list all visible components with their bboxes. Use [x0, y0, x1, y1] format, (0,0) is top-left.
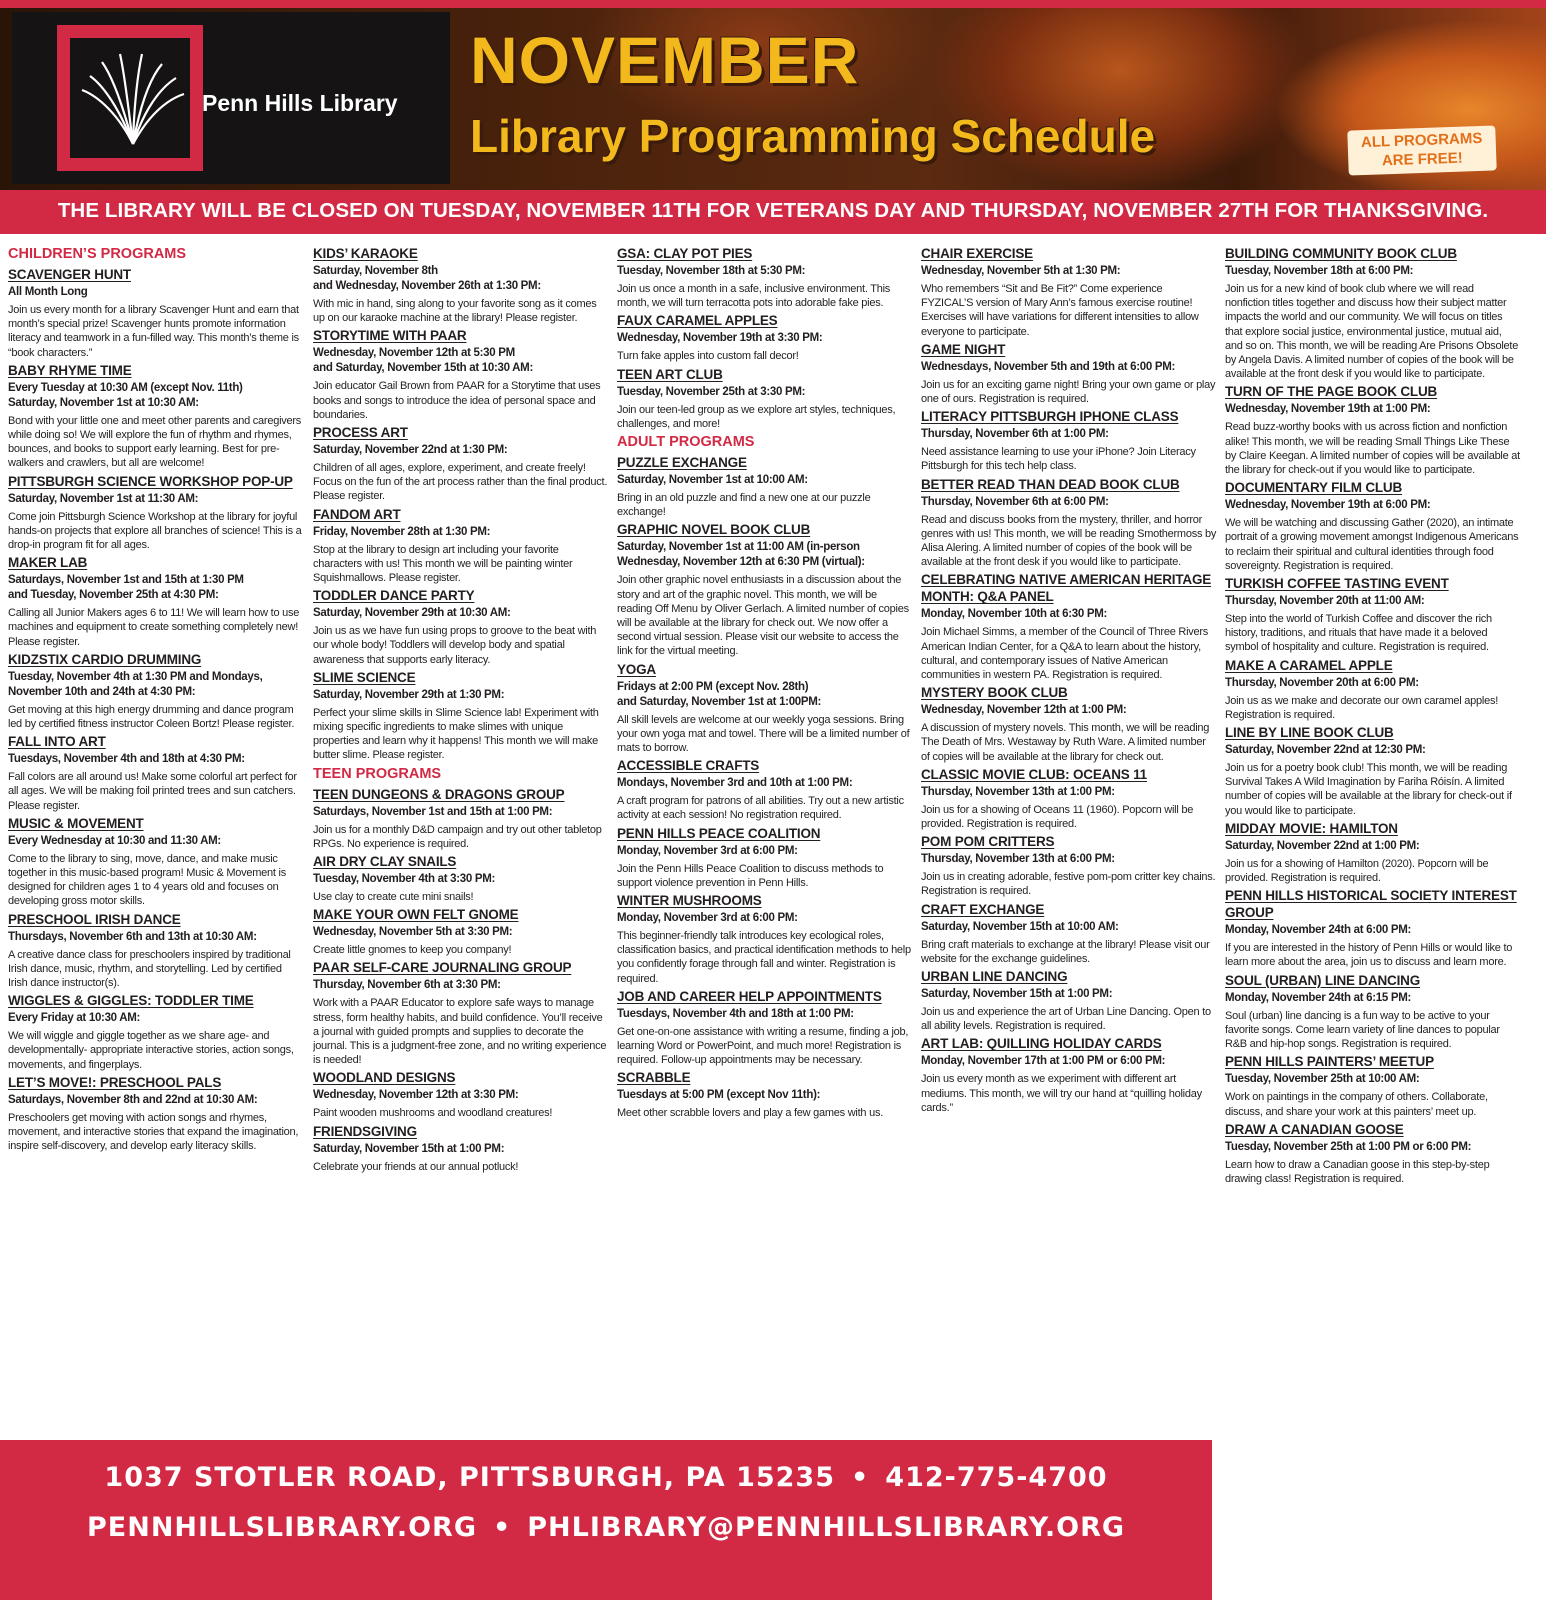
- program-title: FALL INTO ART: [8, 734, 106, 750]
- program-title: MAKE A CARAMEL APPLE: [1225, 657, 1393, 673]
- program-entry: [921, 408, 1217, 473]
- program-entry: [313, 853, 609, 904]
- program-description: Step into the world of Turkish Coffee and discover the rich history, traditions, and rituals that have made it a beloved symbol of hospitality and culture. Registration is required.: [1225, 613, 1492, 654]
- program-title: KIDZSTIX CARDIO DRUMMING: [8, 651, 202, 667]
- program-title: LET’S MOVE!: PRESCHOOL PALS: [8, 1074, 222, 1090]
- program-title: JOB AND CAREER HELP APPOINTMENTS: [617, 988, 882, 1004]
- program-title: MAKER LAB: [8, 555, 88, 571]
- program-schedule: Thursday, November 20th at 6:00 PM:: [1225, 676, 1419, 689]
- program-entry: [313, 786, 609, 851]
- program-title: TURN OF THE PAGE BOOK CLUB: [1225, 384, 1438, 400]
- program-entry: [1225, 1053, 1521, 1118]
- program-title: FRIENDSGIVING: [313, 1123, 417, 1139]
- program-entry: [617, 312, 913, 363]
- program-schedule: and Tuesday, November 25th at 4:30 PM:: [8, 589, 219, 602]
- program-title: BUILDING COMMUNITY BOOK CLUB: [1225, 246, 1457, 261]
- program-schedule: Wednesday, November 12th at 5:30 PM: [313, 347, 515, 360]
- program-title: ART LAB: QUILLING HOLIDAY CARDS: [921, 1036, 1162, 1052]
- program-description: Preschoolers get moving with action songs and rhymes, movement, and interactive stories that expand the imagination, inspire self-discovery, and develop early literacy skills.: [8, 1111, 299, 1153]
- program-title: GRAPHIC NOVEL BOOK CLUB: [617, 522, 811, 538]
- program-title: SLIME SCIENCE: [313, 669, 416, 685]
- program-description: A creative dance class for preschoolers inspired by traditional Irish dance, music, rhythm, and storytelling. Led by certified Irish dance instructor(s).: [8, 948, 291, 990]
- program-title: WOODLAND DESIGNS: [313, 1070, 456, 1086]
- program-schedule: Tuesdays, November 4th and 18th at 1:00 PM:: [617, 1007, 854, 1020]
- program-schedule: Tuesdays, November 4th and 18th at 4:30 PM:: [8, 753, 245, 766]
- program-entry: [1225, 887, 1521, 969]
- badge-line-2: ARE FREE!: [1381, 149, 1464, 170]
- program-description: Bond with your little one and meet other parents and caregivers while doing so! We will explore the fun of rhythm and rhymes, bounces, and books to support early learning. Best for pre-walkers and crawlers, but all are welcome!: [8, 414, 302, 470]
- program-description: Join us for a showing of Oceans 11 (1960). Popcorn will be provided. Registration is required.: [921, 803, 1194, 831]
- program-entry: [8, 733, 304, 813]
- schedule-column-2: [313, 243, 609, 1443]
- program-description: Turn fake apples into custom fall decor!: [617, 350, 799, 363]
- program-entry: [617, 661, 913, 756]
- closure-notice-text: THE LIBRARY WILL BE CLOSED ON TUESDAY, NOVEMBER 11TH FOR VETERANS DAY AND THURSDAY, NOVEMBER 27TH FOR THANKSGIVING.: [57, 199, 1489, 222]
- program-description: Join us as we have fun using props to groove to the beat with our whole body! Toddlers will develop body and spatial awareness that supports early literacy.: [313, 625, 597, 666]
- program-schedule: Tuesday, November 4th at 1:30 PM and Mondays, November 10th and 24th at 4:30 PM:: [8, 670, 263, 698]
- program-title: AIR DRY CLAY SNAILS: [313, 854, 457, 870]
- program-entry: [921, 341, 1217, 406]
- program-schedule: Monday, November 3rd at 6:00 PM:: [617, 844, 798, 857]
- program-entry: [8, 992, 304, 1072]
- page-subtitle: Library Programming Schedule: [470, 110, 1156, 162]
- program-description: Read buzz-worthy books with us across fiction and nonfiction alike! This month, we will be reading Small Things Like These by Claire Keegan. A limited number of copies will be available at the library for check-out if you would like to participate.: [1225, 421, 1520, 477]
- program-description: Children of all ages, explore, experiment, and create freely! Focus on the fun of the art process rather than the final product. Please register.: [313, 462, 608, 503]
- header-banner: [0, 0, 1546, 190]
- program-title: CRAFT EXCHANGE: [921, 901, 1045, 917]
- badge-line-1: ALL PROGRAMS: [1360, 129, 1483, 152]
- program-schedule: Saturdays, November 8th and 22nd at 10:30 AM:: [8, 1093, 258, 1106]
- program-description: Read and discuss books from the mystery, thriller, and horror genres with us! This month, we will be reading Smothermoss by Alisa Alering. A limited number of copies of the book will be available at the front desk if you would like to participate.: [921, 513, 1217, 569]
- program-description: Bring craft materials to exchange at the library! Please visit our website for the exchange guidelines.: [921, 938, 1210, 965]
- program-entry: [313, 327, 609, 422]
- program-schedule: Wednesday, November 12th at 6:30 PM (virtual):: [617, 556, 865, 569]
- program-entry: [617, 521, 913, 658]
- program-title: CELEBRATING NATIVE AMERICAN HERITAGE MONTH: Q&A PANEL: [921, 572, 1212, 605]
- program-schedule: and Saturday, November 1st at 1:00PM:: [617, 695, 822, 708]
- program-title: GAME NIGHT: [921, 341, 1006, 357]
- program-title: MAKE YOUR OWN FELT GNOME: [313, 907, 519, 923]
- program-description: Who remembers “Sit and Be Fit?” Come experience FYZICAL’S version of Mary Ann’s famous exercise routine! Exercises will have variations for different intensities to allow everyone to participate.: [921, 283, 1199, 338]
- program-title: TEEN DUNGEONS & DRAGONS GROUP: [313, 786, 565, 802]
- program-entry: [8, 554, 304, 649]
- program-description: Join us for a poetry book club! This month, we will be reading Survival Takes A Wild Imagination by Fariha Róisín. A limited number of copies will be available at the library for check-out if you would like to participate.: [1225, 762, 1512, 817]
- program-schedule: Monday, November 24th at 6:00 PM:: [1225, 924, 1412, 937]
- program-schedule: Thursday, November 13th at 6:00 PM:: [921, 853, 1115, 866]
- program-entry: [313, 1123, 609, 1174]
- program-description: We will be watching and discussing Gather (2020), an intimate portrait of a growing movement amongst Indigenous Americans to reclaim their spiritual and cultural identities through food sovereignty. Registration is required.: [1225, 517, 1519, 572]
- program-schedule: Thursday, November 20th at 11:00 AM:: [1225, 595, 1425, 608]
- section-heading: ADULT PROGRAMS: [617, 434, 755, 451]
- library-name: Penn Hills Library: [202, 90, 398, 116]
- program-description: Join us once a month in a safe, inclusive environment. This month, we will turn terracotta pots into adorable fake pies.: [617, 283, 891, 310]
- program-schedule: Saturday, November 15th at 1:00 PM:: [921, 988, 1113, 1001]
- program-description: Meet other scrabble lovers and play a few games with us.: [617, 1107, 884, 1120]
- program-schedule: Wednesday, November 19th at 1:00 PM:: [1225, 403, 1431, 416]
- program-entry: [313, 1069, 609, 1120]
- program-entry: [8, 651, 304, 731]
- program-schedule: Tuesday, November 4th at 3:30 PM:: [313, 873, 496, 886]
- program-entry: [313, 959, 609, 1067]
- program-description: Perfect your slime skills in Slime Science lab! Experiment with mixing specific ingredients to make slimes with unique properties and learn why it happens! This month we will make butter slime. Please register.: [313, 706, 599, 762]
- schedule-column-1: [8, 243, 304, 1443]
- program-title: MIDDAY MOVIE: HAMILTON: [1225, 820, 1398, 836]
- program-schedule: Tuesday, November 18th at 5:30 PM:: [617, 265, 806, 277]
- program-schedule: Tuesday, November 25th at 1:00 PM or 6:00 PM:: [1225, 1140, 1472, 1153]
- program-schedule: Saturday, November 1st at 11:00 AM (in-person: [617, 541, 860, 554]
- program-description: Join the Penn Hills Peace Coalition to discuss methods to support violence prevention in Penn Hills.: [617, 862, 884, 889]
- program-title: FANDOM ART: [313, 506, 401, 522]
- program-title: CHAIR EXERCISE: [921, 246, 1033, 261]
- program-title: BABY RHYME TIME: [8, 362, 132, 378]
- program-schedule: Friday, November 28th at 1:30 PM:: [313, 525, 491, 538]
- contact-footer: [0, 1440, 1212, 1600]
- program-title: FAUX CARAMEL APPLES: [617, 313, 778, 329]
- program-entry: [1225, 820, 1521, 885]
- program-schedule: Saturday, November 29th at 1:30 PM:: [313, 688, 505, 701]
- program-schedule: Thursday, November 6th at 3:30 PM:: [313, 979, 501, 992]
- program-schedule: Wednesday, November 12th at 3:30 PM:: [313, 1089, 519, 1102]
- program-description: Get moving at this high energy drumming and dance program led by certified fitness instructor Coleen Bortz! Please register.: [8, 703, 295, 731]
- program-description: Create little gnomes to keep you company!: [313, 944, 512, 957]
- program-schedule: Monday, November 10th at 6:30 PM:: [921, 608, 1108, 621]
- program-title: POM POM CRITTERS: [921, 834, 1055, 850]
- program-schedule: Wednesday, November 19th at 3:30 PM:: [617, 332, 823, 345]
- program-description: Join us for a monthly D&D campaign and try out other tabletop RPGs. No experience is required.: [313, 823, 602, 850]
- program-schedule: and Saturday, November 15th at 10:30 AM:: [313, 362, 533, 375]
- program-title: PENN HILLS PAINTERS’ MEETUP: [1225, 1054, 1434, 1070]
- program-title: MYSTERY BOOK CLUB: [921, 685, 1068, 701]
- program-description: Join us in creating adorable, festive pom-pom critter key chains. Registration is required.: [921, 871, 1216, 898]
- program-schedule: Wednesday, November 19th at 6:00 PM:: [1225, 499, 1431, 512]
- program-description: Calling all Junior Makers ages 6 to 11! We will learn how to use machines and equipment to create something completely new! Please register.: [8, 607, 300, 648]
- program-title: TEEN ART CLUB: [617, 366, 723, 382]
- program-title: BETTER READ THAN DEAD BOOK CLUB: [921, 476, 1180, 492]
- program-entry: [617, 825, 913, 890]
- program-schedule: Saturday, November 22nd at 1:00 PM:: [1225, 839, 1420, 852]
- program-title: SCRABBLE: [617, 1070, 691, 1086]
- program-schedule: Tuesday, November 18th at 6:00 PM:: [1225, 265, 1414, 277]
- program-schedule: Saturday, November 1st at 10:30 AM:: [8, 396, 199, 409]
- program-title: URBAN LINE DANCING: [921, 969, 1068, 985]
- program-description: A craft program for patrons of all abilities. Try out a new artistic activity at each session! No registration required.: [617, 795, 904, 822]
- section-heading: CHILDREN’S PROGRAMS: [8, 246, 187, 262]
- program-entry: [1225, 724, 1521, 818]
- program-entry: [8, 815, 304, 909]
- program-entry: [8, 362, 304, 471]
- program-entry: [921, 968, 1217, 1033]
- logo-frame: [57, 25, 203, 171]
- program-title: STORYTIME WITH PAAR: [313, 328, 467, 344]
- program-entry: [313, 906, 609, 957]
- program-entry: [1225, 575, 1521, 655]
- program-entry: [313, 506, 609, 586]
- footer-address: 1037 STOTLER ROAD, PITTSBURGH, PA 15235: [104, 1462, 836, 1493]
- program-entry: [8, 266, 304, 360]
- program-title: PENN HILLS PEACE COALITION: [617, 825, 821, 841]
- program-description: Join us as we make and decorate our own caramel apples! Registration is required.: [1225, 694, 1499, 721]
- program-schedule: Wednesday, November 12th at 1:00 PM:: [921, 704, 1127, 717]
- program-entry: [921, 571, 1217, 682]
- program-entry: [617, 757, 913, 822]
- program-title: GSA: CLAY POT PIES: [617, 246, 753, 261]
- program-description: Join us for an exciting game night! Bring your own game or play one of ours. Registration is required.: [921, 378, 1216, 406]
- program-entry: [617, 245, 913, 310]
- program-description: Fall colors are all around us! Make some colorful art perfect for all ages. We will be making foil printed trees and sun catchers. Please register.: [8, 771, 297, 812]
- program-entry: [313, 587, 609, 667]
- program-schedule: Saturdays, November 1st and 15th at 1:00 PM:: [313, 805, 553, 818]
- program-title: PENN HILLS HISTORICAL SOCIETY INTEREST GROUP: [1225, 888, 1517, 921]
- program-description: Come to the library to sing, move, dance, and make music together in this music-based program! Music & Movement is designed for children ages 1 to 4 years old and focuses on developing gross motor skills.: [8, 852, 286, 908]
- footer-phone[interactable]: 412-775-4700: [885, 1462, 1108, 1493]
- program-description: Work on paintings in the company of others. Collaborate, discuss, and share your work at this painters’ meet up.: [1225, 1091, 1488, 1118]
- program-entry: [921, 766, 1217, 831]
- program-description: Soul (urban) line dancing is a fun way to be active to your favorite songs. Come learn variety of line dances to popular R&B and hip-hop songs. Registration is required.: [1225, 1009, 1500, 1051]
- program-description: With mic in hand, sing along to your favorite song as it comes up on our karaoke machine at the library! Please register.: [313, 298, 597, 325]
- program-entry: [1225, 479, 1521, 573]
- program-schedule: Wednesdays, November 5th and 19th at 6:00 PM:: [921, 360, 1176, 373]
- program-title: PUZZLE EXCHANGE: [617, 455, 747, 471]
- program-title: WINTER MUSHROOMS: [617, 893, 762, 909]
- page-title-month: NOVEMBER: [470, 23, 860, 97]
- program-schedule: Saturday, November 22nd at 12:30 PM:: [1225, 744, 1426, 757]
- program-schedule: Saturdays, November 1st and 15th at 1:30 PM: [8, 574, 244, 587]
- program-description: Come join Pittsburgh Science Workshop at the library for joyful hands-on projects that explore all branches of science! This is a drop-in program fit for all ages.: [8, 510, 302, 552]
- program-description: Join us every month for a library Scavenger Hunt and earn that month’s special prize! Scavenger hunts promote information literacy and teamwork in a fun-filled way. This month’s theme is “book characters.”: [8, 304, 299, 359]
- program-title: PAAR SELF-CARE JOURNALING GROUP: [313, 960, 572, 976]
- program-title: KIDS’ KARAOKE: [313, 246, 418, 261]
- program-schedule: Tuesdays at 5:00 PM (except Nov 11th):: [617, 1089, 821, 1102]
- program-description: Work with a PAAR Educator to explore safe ways to manage stress, form healthy habits, and build confidence. You’ll receive a journal with guided prompts and supplies to decorate the journal. This is a judgment-free zone, and no writing experience is needed!: [313, 997, 607, 1067]
- library-logo[interactable]: [12, 12, 450, 184]
- footer-separator: •: [492, 1512, 512, 1543]
- program-description: Join our teen-led group as we explore art styles, techniques, challenges, and more!: [617, 403, 896, 430]
- program-description: Celebrate your friends at our annual potluck!: [313, 1160, 519, 1173]
- program-description: Join educator Gail Brown from PAAR for a Storytime that uses books and songs to introduce the idea of personal space and boundaries.: [313, 380, 601, 421]
- program-schedule: All Month Long: [8, 286, 88, 298]
- footer-website-link[interactable]: PENNHILLSLIBRARY.ORG: [86, 1512, 477, 1543]
- program-description: If you are interested in the history of Penn Hills or would like to learn more about the area, join us to discuss and learn more.: [1225, 942, 1513, 969]
- program-title: DOCUMENTARY FILM CLUB: [1225, 480, 1403, 496]
- program-schedule: Wednesday, November 5th at 3:30 PM:: [313, 926, 513, 939]
- program-schedule: Thursday, November 6th at 6:00 PM:: [921, 495, 1109, 508]
- program-entry: [617, 366, 913, 431]
- footer-web-line: [0, 1512, 1212, 1543]
- program-title: WIGGLES & GIGGLES: TODDLER TIME: [8, 993, 254, 1009]
- program-entry: [617, 892, 913, 986]
- program-schedule: Thursday, November 13th at 1:00 PM:: [921, 785, 1115, 798]
- schedule-column-5: [1225, 243, 1521, 1583]
- program-entry: [1225, 1121, 1521, 1186]
- program-entry: [921, 476, 1217, 570]
- program-description: Join us every month as we experiment with different art mediums. This month, we will try our hand at “quilling holiday cards.”: [921, 1073, 1202, 1114]
- program-entry: [921, 901, 1217, 966]
- footer-address-line: [0, 1462, 1212, 1493]
- free-programs-badge: [1347, 125, 1496, 175]
- footer-email-link[interactable]: PHLIBRARY@PENNHILLSLIBRARY.ORG: [527, 1512, 1126, 1543]
- program-schedule: Monday, November 3rd at 6:00 PM:: [617, 912, 798, 925]
- program-description: We will wiggle and giggle together as we share age- and developmentally- appropriate interactive stories, action songs, movements, and fingerplays.: [8, 1030, 294, 1071]
- program-schedule: Monday, November 17th at 1:00 PM or 6:00 PM:: [921, 1055, 1166, 1068]
- program-schedule: Saturday, November 15th at 1:00 PM:: [313, 1142, 505, 1155]
- program-title: ACCESSIBLE CRAFTS: [617, 758, 760, 774]
- program-schedule: Tuesday, November 25th at 3:30 PM:: [617, 385, 806, 398]
- program-title: PRESCHOOL IRISH DANCE: [8, 911, 181, 927]
- program-schedule: Fridays at 2:00 PM (except Nov. 28th): [617, 680, 809, 693]
- program-description: Stop at the library to design art including your favorite characters with us! This month we will be painting winter Squishmallows. Please register.: [313, 543, 573, 585]
- program-title: LITERACY PITTSBURGH IPHONE CLASS: [921, 409, 1179, 425]
- program-title: PROCESS ART: [313, 425, 408, 441]
- program-entry: [313, 669, 609, 763]
- program-entry: [921, 1035, 1217, 1115]
- program-description: Join other graphic novel enthusiasts in a discussion about the story and art of the graphic novel. This month, we will be reading Off Menu by Oliver Gerlach. A limited number of copies will be available at the library for check out. We now offer a second virtual session. Please visit our website to access the link for the virtual meeting.: [617, 574, 909, 658]
- program-entry: [8, 1074, 304, 1154]
- program-schedule: Saturday, November 1st at 11:30 AM:: [8, 492, 199, 505]
- program-entry: [8, 911, 304, 991]
- program-description: Need assistance learning to use your iPhone? Join Literacy Pittsburgh for this tech help class.: [921, 446, 1196, 473]
- program-description: This beginner-friendly talk introduces key ecological roles, classification basics, and practical identification methods to help you confidently forage through fall and winter. Registration is required.: [617, 930, 911, 985]
- program-entry: [1225, 972, 1521, 1052]
- program-description: Paint wooden mushrooms and woodland creatures!: [313, 1107, 553, 1120]
- program-description: Join us for a showing of Hamilton (2020). Popcorn will be provided. Registration is required.: [1225, 857, 1489, 885]
- program-title: TURKISH COFFEE TASTING EVENT: [1225, 576, 1449, 592]
- program-description: Get one-on-one assistance with writing a resume, finding a job, learning Word or PowerPoint, and much more! Registration is required. Follow-up appointments may be necessary.: [617, 1025, 909, 1067]
- program-schedule: Monday, November 24th at 6:15 PM:: [1225, 991, 1412, 1004]
- program-schedule: Wednesday, November 5th at 1:30 PM:: [921, 265, 1121, 277]
- program-schedule: Thursdays, November 6th and 13th at 10:30 AM:: [8, 930, 257, 943]
- program-entry: [921, 684, 1217, 764]
- program-title: TODDLER DANCE PARTY: [313, 588, 475, 604]
- program-title: DRAW A CANADIAN GOOSE: [1225, 1121, 1404, 1137]
- program-description: Learn how to draw a Canadian goose in this step-by-step drawing class! Registration is required.: [1225, 1158, 1490, 1185]
- program-title: SCAVENGER HUNT: [8, 267, 131, 282]
- program-entry: [8, 473, 304, 553]
- program-description: Join us and experience the art of Urban Line Dancing. Open to all ability levels. Registration is required.: [921, 1006, 1211, 1033]
- program-schedule: Saturday, November 22nd at 1:30 PM:: [313, 444, 508, 457]
- program-description: All skill levels are welcome at our weekly yoga sessions. Bring your own yoga mat and towel. There will be a limited number of mats to borrow.: [617, 713, 910, 755]
- section-heading: TEEN PROGRAMS: [313, 765, 442, 782]
- program-entry: [1225, 245, 1521, 381]
- program-schedule: Thursday, November 6th at 1:00 PM:: [921, 428, 1109, 441]
- schedule-column-4: [921, 243, 1217, 1443]
- schedule-column-3: [617, 243, 913, 1443]
- program-entry: [921, 245, 1217, 339]
- program-title: MUSIC & MOVEMENT: [8, 815, 144, 831]
- program-title: SOUL (URBAN) LINE DANCING: [1225, 972, 1420, 988]
- program-schedule: Mondays, November 3rd and 10th at 1:00 PM:: [617, 777, 853, 790]
- program-title: CLASSIC MOVIE CLUB: OCEANS 11: [921, 766, 1147, 782]
- footer-separator: •: [851, 1462, 870, 1493]
- closure-notice-bar: [0, 190, 1546, 234]
- program-schedule: Saturday, November 1st at 10:00 AM:: [617, 474, 808, 487]
- program-description: A discussion of mystery novels. This month, we will be reading The Death of Mrs. Westaway by Ruth Ware. A limited number of copies will be available at the library for check out.: [921, 722, 1210, 763]
- program-entry: [617, 454, 913, 519]
- program-schedule: Every Friday at 10:30 AM:: [8, 1012, 141, 1025]
- program-schedule: Saturday, November 8th: [313, 265, 438, 277]
- program-entry: [1225, 383, 1521, 477]
- program-entry: [313, 245, 609, 325]
- program-title: YOGA: [617, 661, 656, 677]
- program-title: PITTSBURGH SCIENCE WORKSHOP POP-UP: [8, 473, 293, 489]
- program-schedule: Saturday, November 15th at 10:00 AM:: [921, 920, 1119, 933]
- program-description: Use clay to create cute mini snails!: [313, 891, 474, 904]
- book-pages-icon: [78, 44, 188, 154]
- program-schedule: Tuesday, November 25th at 10:00 AM:: [1225, 1073, 1420, 1086]
- program-description: Join Michael Simms, a member of the Council of Three Rivers American Indian Center, for a Q&A to learn about the history, cultural, and contemporary issues of Native American communities in western PA. Registration is required.: [921, 626, 1209, 682]
- program-schedule: and Wednesday, November 26th at 1:30 PM:: [313, 280, 541, 292]
- program-entry: [921, 833, 1217, 898]
- program-description: Bring in an old puzzle and find a new one at our puzzle exchange!: [617, 492, 871, 519]
- program-entry: [617, 1069, 913, 1120]
- program-entry: [1225, 657, 1521, 722]
- program-entry: [617, 988, 913, 1068]
- program-schedule: Every Wednesday at 10:30 and 11:30 AM:: [8, 834, 221, 847]
- program-schedule: Saturday, November 29th at 10:30 AM:: [313, 607, 511, 620]
- program-description: Join us for a new kind of book club where we will read nonfiction titles together and discuss how their subject matter impacts the world and our community. We will focus on titles that explore social justice, environmental justice, mutual aid, and so on. This month, we will be reading Are Prisons Obsolete by Angela Davis. A limited number of copies of the book will be available at the front desk if you would like to participate.: [1225, 283, 1519, 381]
- program-entry: [313, 424, 609, 504]
- program-title: LINE BY LINE BOOK CLUB: [1225, 725, 1394, 741]
- program-schedule: Every Tuesday at 10:30 AM (except Nov. 11th): [8, 381, 243, 394]
